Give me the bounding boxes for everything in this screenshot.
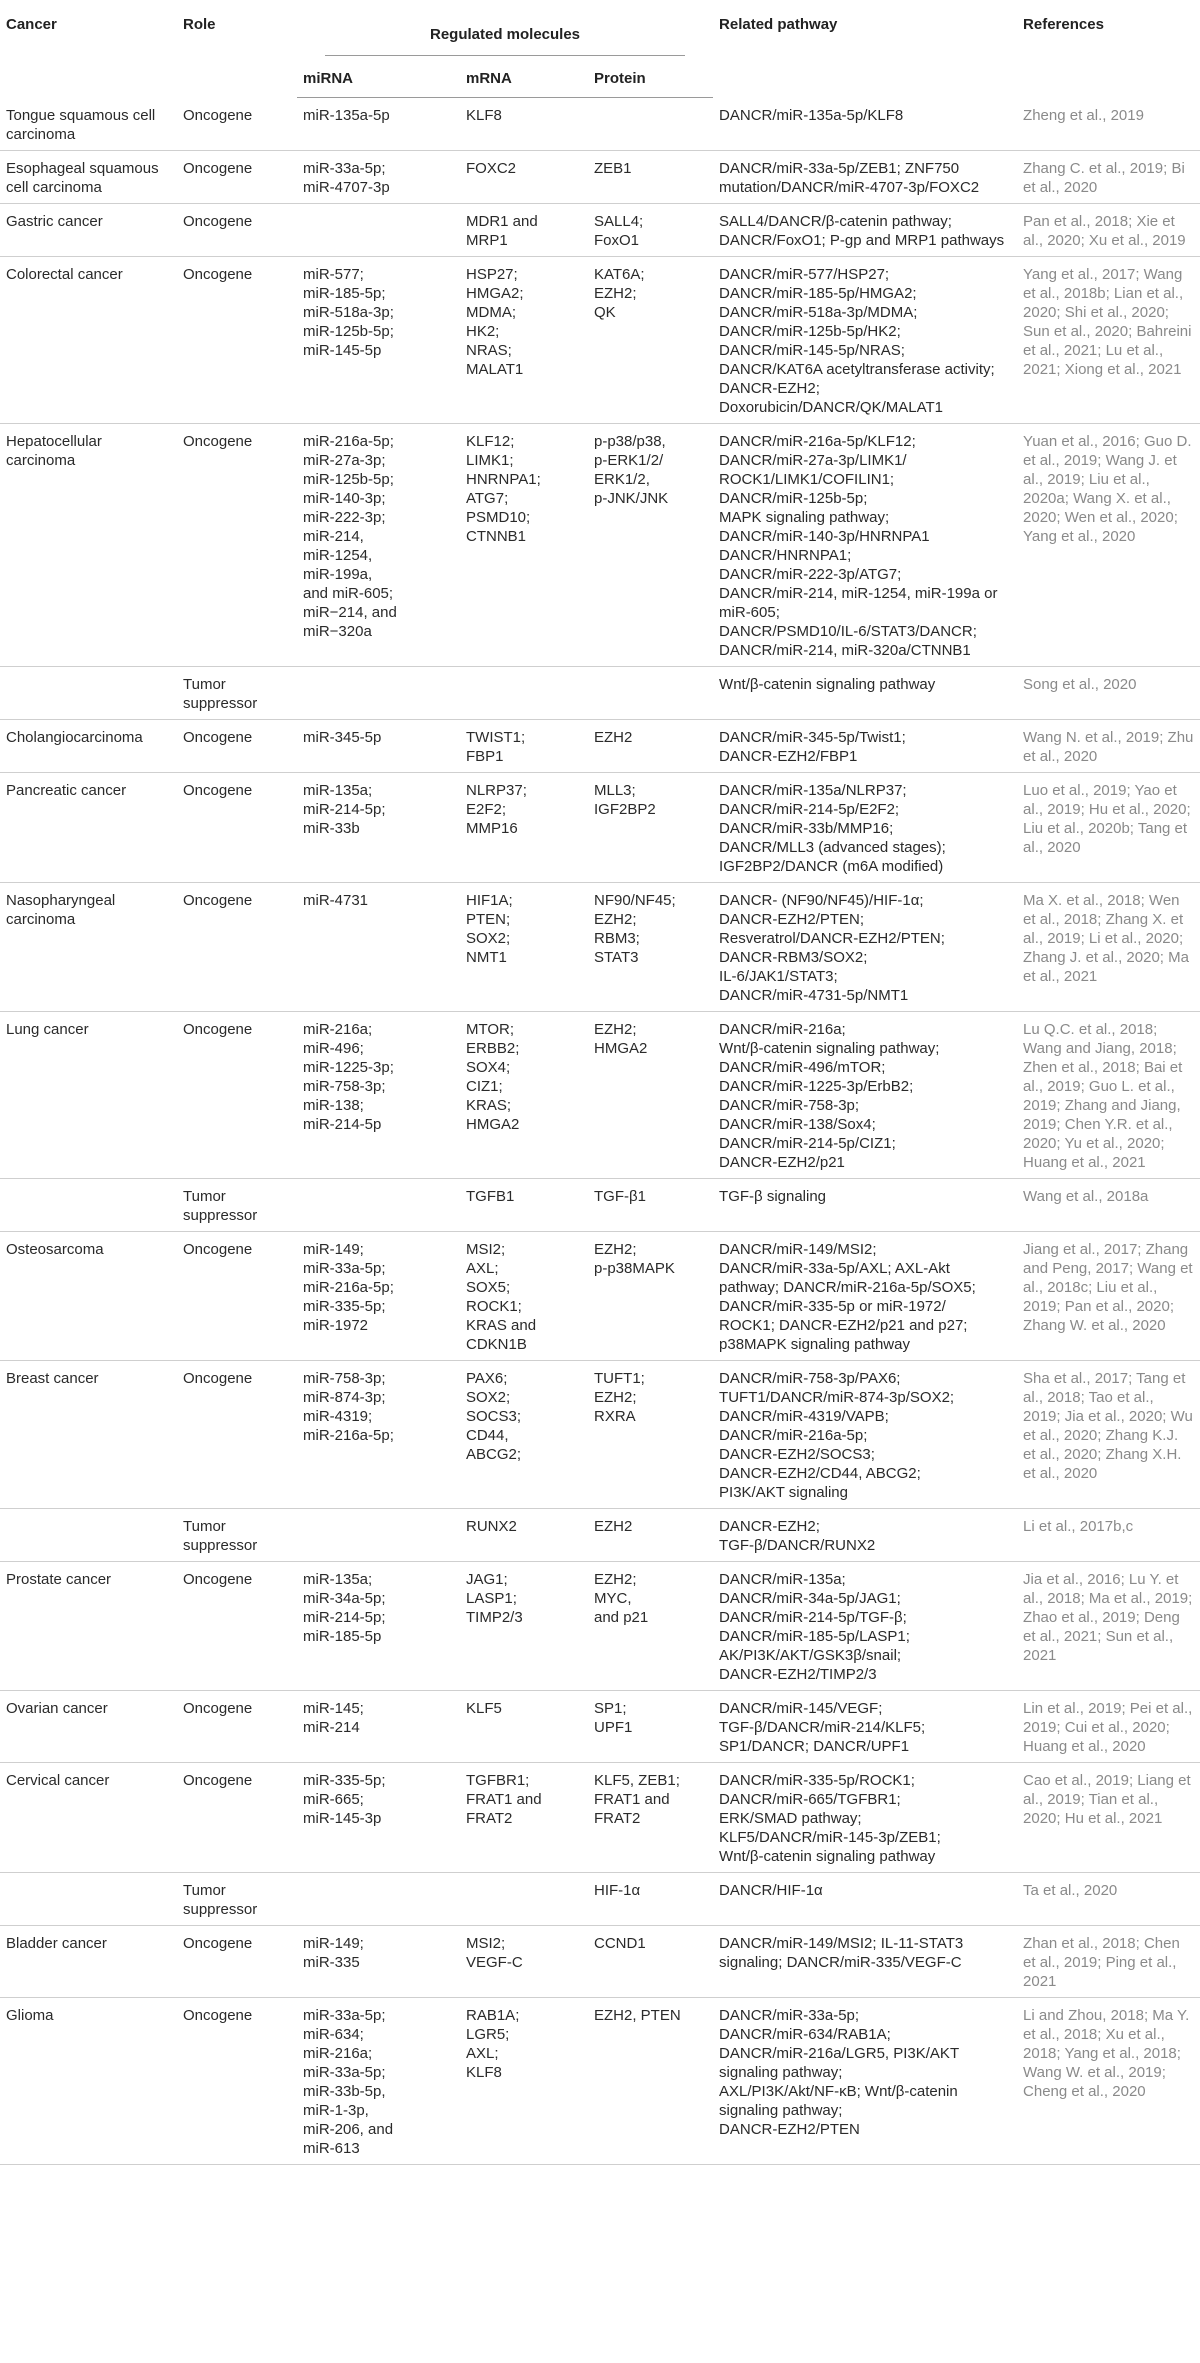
role-cell: Oncogene: [177, 719, 297, 772]
pathway-cell: DANCR/miR-216a; Wnt/β-catenin signaling pathway; DANCR/miR-496/mTOR; DANCR/miR-1225-3p/ErbB2; DANCR/miR-758-3p; DANCR/miR-138/Sox4; DANCR/miR-214-5p/CIZ1; DANCR-EZH2/p21: [713, 1011, 1017, 1178]
table-row: [0, 1231, 1200, 1360]
pathway-cell: DANCR-EZH2; TGF-β/DANCR/RUNX2: [713, 1508, 1017, 1561]
header-mrna: mRNA: [460, 56, 588, 98]
header-regulated-molecules: [297, 0, 713, 56]
header-role: Role: [183, 16, 216, 33]
protein-cell: EZH2, PTEN: [588, 1997, 713, 2164]
mirna-cell: [297, 1872, 460, 1925]
references-cell: Lin et al., 2019; Pei et al., 2019; Cui et al., 2020; Huang et al., 2020: [1017, 1690, 1200, 1762]
references-cell: Ta et al., 2020: [1017, 1872, 1200, 1925]
role-cell: Oncogene: [177, 882, 297, 1011]
mrna-cell: RUNX2: [460, 1508, 588, 1561]
mirna-cell: miR-758-3p; miR-874-3p; miR-4319; miR-216a-5p;: [297, 1360, 460, 1508]
references-cell: Ma X. et al., 2018; Wen et al., 2018; Zhang X. et al., 2019; Li et al., 2020; Zhang J. et al., 2020; Ma et al., 2021: [1017, 882, 1200, 1011]
table-row: [0, 1360, 1200, 1508]
mrna-cell: MDR1 and MRP1: [460, 203, 588, 256]
cancer-cell: Glioma: [0, 1997, 177, 2164]
role-cell: Oncogene: [177, 1762, 297, 1872]
role-cell: Tumor suppressor: [177, 1872, 297, 1925]
mirna-cell: miR-145; miR-214: [297, 1690, 460, 1762]
mirna-cell: miR-135a; miR-34a-5p; miR-214-5p; miR-185-5p: [297, 1561, 460, 1690]
references-cell: Zhan et al., 2018; Chen et al., 2019; Ping et al., 2021: [1017, 1925, 1200, 1997]
pathway-cell: DANCR/miR-216a-5p/KLF12; DANCR/miR-27a-3p/LIMK1/ ROCK1/LIMK1/COFILIN1; DANCR/miR-125b-5p; MAPK signaling pathway; DANCR/miR-140-3p/HNRNPA1 DANCR/HNRNPA1; DANCR/miR-222-3p/ATG7; DANCR/miR-214, miR-1254, miR-199a or miR-605; DANCR/PSMD10/IL-6/STAT3/DANCR; DANCR/miR-214, miR-320a/CTNNB1: [713, 423, 1017, 666]
protein-cell: ZEB1: [588, 150, 713, 203]
role-cell: Oncogene: [177, 1925, 297, 1997]
table-row: [0, 1011, 1200, 1178]
cancer-cell: [0, 1872, 177, 1925]
mrna-cell: TWIST1; FBP1: [460, 719, 588, 772]
pathway-cell: DANCR/miR-335-5p/ROCK1; DANCR/miR-665/TGFBR1; ERK/SMAD pathway; KLF5/DANCR/miR-145-3p/ZEB1; Wnt/β-catenin signaling pathway: [713, 1762, 1017, 1872]
mirna-cell: miR-149; miR-335: [297, 1925, 460, 1997]
table-row: [0, 882, 1200, 1011]
mirna-cell: [297, 666, 460, 719]
table-row: [0, 98, 1200, 151]
table-row: [0, 1872, 1200, 1925]
pathway-cell: DANCR/miR-758-3p/PAX6; TUFT1/DANCR/miR-874-3p/SOX2; DANCR/miR-4319/VAPB; DANCR/miR-216a-5p; DANCR-EZH2/SOCS3; DANCR-EZH2/CD44, ABCG2; PI3K/AKT signaling: [713, 1360, 1017, 1508]
table-row: [0, 1178, 1200, 1231]
mrna-cell: MTOR; ERBB2; SOX4; CIZ1; KRAS; HMGA2: [460, 1011, 588, 1178]
mirna-cell: miR-577; miR-185-5p; miR-518a-3p; miR-125b-5p; miR-145-5p: [297, 256, 460, 423]
table-row: [0, 203, 1200, 256]
protein-cell: KLF5, ZEB1; FRAT1 and FRAT2: [588, 1762, 713, 1872]
mirna-cell: miR-135a; miR-214-5p; miR-33b: [297, 772, 460, 882]
references-cell: Jia et al., 2016; Lu Y. et al., 2018; Ma et al., 2019; Zhao et al., 2019; Deng et al., 2021; Sun et al., 2021: [1017, 1561, 1200, 1690]
cancer-cell: Lung cancer: [0, 1011, 177, 1178]
protein-cell: EZH2; HMGA2: [588, 1011, 713, 1178]
cancer-cell: Hepatocellular carcinoma: [0, 423, 177, 666]
pathway-cell: DANCR/miR-33a-5p/ZEB1; ZNF750 mutation/DANCR/miR-4707-3p/FOXC2: [713, 150, 1017, 203]
mirna-cell: miR-135a-5p: [297, 98, 460, 151]
protein-cell: HIF-1α: [588, 1872, 713, 1925]
references-cell: Cao et al., 2019; Liang et al., 2019; Tian et al., 2020; Hu et al., 2021: [1017, 1762, 1200, 1872]
mrna-cell: HIF1A; PTEN; SOX2; NMT1: [460, 882, 588, 1011]
cancer-cell: Cervical cancer: [0, 1762, 177, 1872]
mrna-cell: [460, 666, 588, 719]
references-cell: Zheng et al., 2019: [1017, 98, 1200, 151]
protein-cell: EZH2; p-p38MAPK: [588, 1231, 713, 1360]
header-protein: Protein: [588, 56, 713, 98]
table-row: [0, 1561, 1200, 1690]
protein-cell: EZH2; MYC, and p21: [588, 1561, 713, 1690]
pathway-cell: DANCR/miR-33a-5p; DANCR/miR-634/RAB1A; DANCR/miR-216a/LGR5, PI3K/AKT signaling pathway; AXL/PI3K/Akt/NF-κB; Wnt/β-catenin signaling pathway; DANCR-EZH2/PTEN: [713, 1997, 1017, 2164]
table-row: [0, 1997, 1200, 2164]
protein-cell: KAT6A; EZH2; QK: [588, 256, 713, 423]
mrna-cell: TGFBR1; FRAT1 and FRAT2: [460, 1762, 588, 1872]
references-cell: Luo et al., 2019; Yao et al., 2019; Hu et al., 2020; Liu et al., 2020b; Tang et al., 2020: [1017, 772, 1200, 882]
role-cell: Oncogene: [177, 203, 297, 256]
cancer-cell: Osteosarcoma: [0, 1231, 177, 1360]
pathway-cell: SALL4/DANCR/β-catenin pathway; DANCR/FoxO1; P-gp and MRP1 pathways: [713, 203, 1017, 256]
role-cell: Oncogene: [177, 1231, 297, 1360]
role-cell: Oncogene: [177, 1360, 297, 1508]
protein-cell: p-p38/p38, p-ERK1/2/ ERK1/2, p-JNK/JNK: [588, 423, 713, 666]
protein-cell: [588, 98, 713, 151]
mrna-cell: MSI2; AXL; SOX5; ROCK1; KRAS and CDKN1B: [460, 1231, 588, 1360]
pathway-cell: DANCR/miR-149/MSI2; DANCR/miR-33a-5p/AXL; AXL-Akt pathway; DANCR/miR-216a-5p/SOX5; DANCR/miR-335-5p or miR-1972/ ROCK1; DANCR-EZH2/p21 and p27; p38MAPK signaling pathway: [713, 1231, 1017, 1360]
mirna-cell: [297, 1508, 460, 1561]
mrna-cell: HSP27; HMGA2; MDMA; HK2; NRAS; MALAT1: [460, 256, 588, 423]
pathway-cell: DANCR- (NF90/NF45)/HIF-1α; DANCR-EZH2/PTEN; Resveratrol/DANCR-EZH2/PTEN; DANCR-RBM3/SOX2; IL-6/JAK1/STAT3; DANCR/miR-4731-5p/NMT1: [713, 882, 1017, 1011]
mrna-cell: KLF12; LIMK1; HNRNPA1; ATG7; PSMD10; CTNNB1: [460, 423, 588, 666]
protein-cell: EZH2: [588, 1508, 713, 1561]
protein-cell: NF90/NF45; EZH2; RBM3; STAT3: [588, 882, 713, 1011]
pathway-cell: DANCR/miR-577/HSP27; DANCR/miR-185-5p/HMGA2; DANCR/miR-518a-3p/MDMA; DANCR/miR-125b-5p/HK2; DANCR/miR-145-5p/NRAS; DANCR/KAT6A acetyltransferase activity; DANCR-EZH2; Doxorubicin/DANCR/QK/MALAT1: [713, 256, 1017, 423]
table-row: [0, 666, 1200, 719]
pathway-cell: DANCR/miR-145/VEGF; TGF-β/DANCR/miR-214/KLF5; SP1/DANCR; DANCR/UPF1: [713, 1690, 1017, 1762]
references-cell: Yuan et al., 2016; Guo D. et al., 2019; Wang J. et al., 2019; Liu et al., 2020a; Wang X. et al., 2020; Wen et al., 2020; Yang et al., 2020: [1017, 423, 1200, 666]
cancer-cell: Breast cancer: [0, 1360, 177, 1508]
header-cancer: Cancer: [6, 16, 57, 33]
role-cell: Oncogene: [177, 98, 297, 151]
references-cell: Wang N. et al., 2019; Zhu et al., 2020: [1017, 719, 1200, 772]
mirna-cell: miR-335-5p; miR-665; miR-145-3p: [297, 1762, 460, 1872]
header-pathway: Related pathway: [719, 16, 838, 33]
role-cell: Oncogene: [177, 150, 297, 203]
cancer-cell: Esophageal squamous cell carcinoma: [0, 150, 177, 203]
mirna-cell: [297, 203, 460, 256]
cancer-cell: [0, 1178, 177, 1231]
table-row: [0, 1762, 1200, 1872]
protein-cell: SALL4; FoxO1: [588, 203, 713, 256]
references-cell: Wang et al., 2018a: [1017, 1178, 1200, 1231]
header-regulated-label: Regulated molecules: [325, 26, 685, 56]
protein-cell: MLL3; IGF2BP2: [588, 772, 713, 882]
references-cell: Lu Q.C. et al., 2018; Wang and Jiang, 2018; Zhen et al., 2018; Bai et al., 2019; Guo L. et al., 2019; Zhang and Jiang, 2019; Chen Y.R. et al., 2020; Yu et al., 2020; Huang et al., 2021: [1017, 1011, 1200, 1178]
mirna-cell: miR-345-5p: [297, 719, 460, 772]
protein-cell: CCND1: [588, 1925, 713, 1997]
cancer-cell: Cholangiocarcinoma: [0, 719, 177, 772]
table-row: [0, 719, 1200, 772]
role-cell: Oncogene: [177, 1997, 297, 2164]
protein-cell: SP1; UPF1: [588, 1690, 713, 1762]
cancer-cell: [0, 666, 177, 719]
protein-cell: [588, 666, 713, 719]
mirna-cell: miR-33a-5p; miR-634; miR-216a; miR-33a-5p; miR-33b-5p, miR-1-3p, miR-206, and miR-613: [297, 1997, 460, 2164]
table-header: [0, 0, 1200, 98]
mrna-cell: [460, 1872, 588, 1925]
mrna-cell: NLRP37; E2F2; MMP16: [460, 772, 588, 882]
references-cell: Song et al., 2020: [1017, 666, 1200, 719]
cancer-cell: Colorectal cancer: [0, 256, 177, 423]
references-cell: Jiang et al., 2017; Zhang and Peng, 2017; Wang et al., 2018c; Liu et al., 2019; Pan et al., 2020; Zhang W. et al., 2020: [1017, 1231, 1200, 1360]
table-row: [0, 256, 1200, 423]
role-cell: Oncogene: [177, 423, 297, 666]
role-cell: Oncogene: [177, 256, 297, 423]
mirna-cell: miR-149; miR-33a-5p; miR-216a-5p; miR-335-5p; miR-1972: [297, 1231, 460, 1360]
mrna-cell: PAX6; SOX2; SOCS3; CD44, ABCG2;: [460, 1360, 588, 1508]
pathway-cell: DANCR/miR-135a/NLRP37; DANCR/miR-214-5p/E2F2; DANCR/miR-33b/MMP16; DANCR/MLL3 (advanced stages); IGF2BP2/DANCR (m6A modified): [713, 772, 1017, 882]
mrna-cell: FOXC2: [460, 150, 588, 203]
references-cell: Li and Zhou, 2018; Ma Y. et al., 2018; Xu et al., 2018; Yang et al., 2018; Wang W. et al., 2019; Cheng et al., 2020: [1017, 1997, 1200, 2164]
table-body: [0, 98, 1200, 2165]
mirna-cell: [297, 1178, 460, 1231]
references-cell: Zhang C. et al., 2019; Bi et al., 2020: [1017, 150, 1200, 203]
table-row: [0, 1690, 1200, 1762]
cancer-cell: Gastric cancer: [0, 203, 177, 256]
header-references: References: [1023, 16, 1104, 33]
cancer-cell: Pancreatic cancer: [0, 772, 177, 882]
role-cell: Tumor suppressor: [177, 666, 297, 719]
mrna-cell: KLF8: [460, 98, 588, 151]
role-cell: Oncogene: [177, 1011, 297, 1178]
cancer-cell: Bladder cancer: [0, 1925, 177, 1997]
mirna-cell: miR-33a-5p; miR-4707-3p: [297, 150, 460, 203]
protein-cell: EZH2: [588, 719, 713, 772]
role-cell: Oncogene: [177, 772, 297, 882]
pathway-cell: DANCR/miR-149/MSI2; IL-11-STAT3 signaling; DANCR/miR-335/VEGF-C: [713, 1925, 1017, 1997]
table-row: [0, 150, 1200, 203]
table-row: [0, 772, 1200, 882]
mrna-cell: KLF5: [460, 1690, 588, 1762]
role-cell: Oncogene: [177, 1690, 297, 1762]
role-cell: Tumor suppressor: [177, 1508, 297, 1561]
pathway-cell: DANCR/miR-345-5p/Twist1; DANCR-EZH2/FBP1: [713, 719, 1017, 772]
mirna-cell: miR-216a; miR-496; miR-1225-3p; miR-758-3p; miR-138; miR-214-5p: [297, 1011, 460, 1178]
role-cell: Oncogene: [177, 1561, 297, 1690]
references-cell: Pan et al., 2018; Xie et al., 2020; Xu et al., 2019: [1017, 203, 1200, 256]
pathway-cell: Wnt/β-catenin signaling pathway: [713, 666, 1017, 719]
protein-cell: TGF-β1: [588, 1178, 713, 1231]
cancer-cell: Prostate cancer: [0, 1561, 177, 1690]
protein-cell: TUFT1; EZH2; RXRA: [588, 1360, 713, 1508]
table-row: [0, 1508, 1200, 1561]
table-row: [0, 1925, 1200, 1997]
references-cell: Li et al., 2017b,c: [1017, 1508, 1200, 1561]
table-row: [0, 423, 1200, 666]
mrna-cell: TGFB1: [460, 1178, 588, 1231]
cancer-cell: Ovarian cancer: [0, 1690, 177, 1762]
cancer-cell: [0, 1508, 177, 1561]
role-cell: Tumor suppressor: [177, 1178, 297, 1231]
mrna-cell: RAB1A; LGR5; AXL; KLF8: [460, 1997, 588, 2164]
cancer-cell: Nasopharyngeal carcinoma: [0, 882, 177, 1011]
cancer-cell: Tongue squamous cell carcinoma: [0, 98, 177, 151]
mirna-cell: miR-4731: [297, 882, 460, 1011]
pathway-cell: DANCR/miR-135a; DANCR/miR-34a-5p/JAG1; DANCR/miR-214-5p/TGF-β; DANCR/miR-185-5p/LASP1; AK/PI3K/AKT/GSK3β/snail; DANCR-EZH2/TIMP2/3: [713, 1561, 1017, 1690]
pathway-cell: TGF-β signaling: [713, 1178, 1017, 1231]
references-cell: Sha et al., 2017; Tang et al., 2018; Tao et al., 2019; Jia et al., 2020; Wu et al., 2020; Zhang K.J. et al., 2020; Zhang X.H. et al., 2020: [1017, 1360, 1200, 1508]
mrna-cell: JAG1; LASP1; TIMP2/3: [460, 1561, 588, 1690]
pathway-cell: DANCR/HIF-1α: [713, 1872, 1017, 1925]
references-cell: Yang et al., 2017; Wang et al., 2018b; Lian et al., 2020; Shi et al., 2020; Sun et al., 2020; Bahreini et al., 2021; Lu et al., 2021; Xiong et al., 2021: [1017, 256, 1200, 423]
pathway-cell: DANCR/miR-135a-5p/KLF8: [713, 98, 1017, 151]
header-mirna: miRNA: [297, 56, 460, 98]
mirna-cell: miR-216a-5p; miR-27a-3p; miR-125b-5p; miR-140-3p; miR-222-3p; miR-214, miR-1254, miR-199a, and miR-605; miR−214, and miR−320a: [297, 423, 460, 666]
mrna-cell: MSI2; VEGF-C: [460, 1925, 588, 1997]
